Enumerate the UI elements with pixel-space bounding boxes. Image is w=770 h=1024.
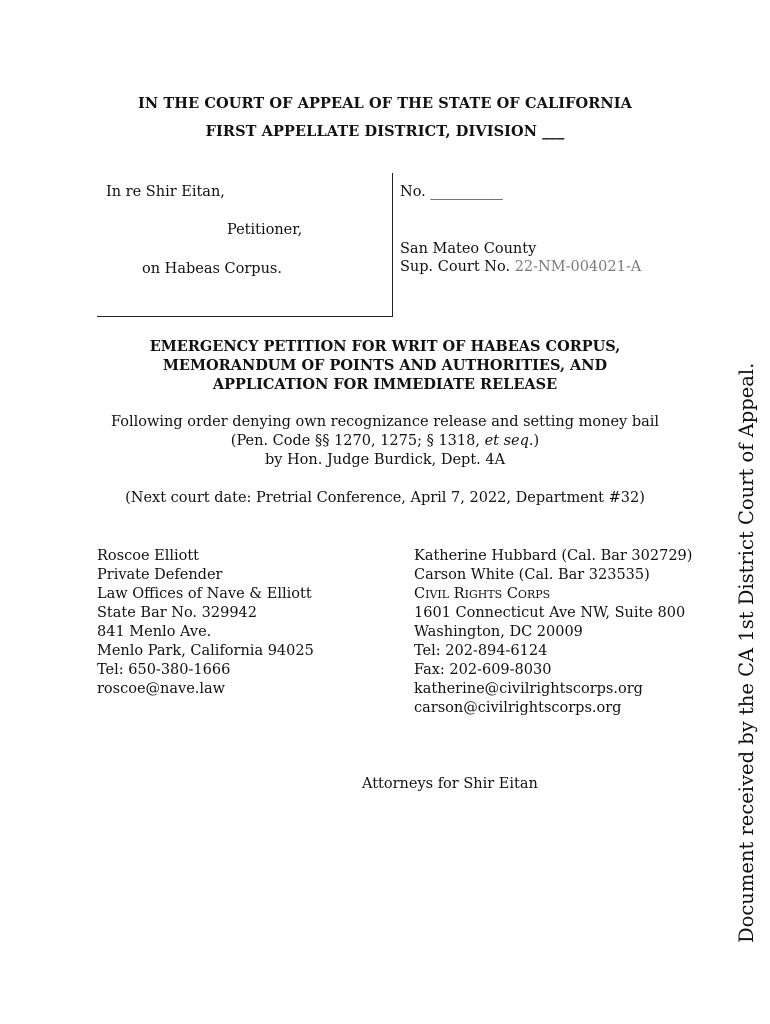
- document-title-line-2: MEMORANDUM OF POINTS AND AUTHORITIES, AND: [162, 357, 608, 374]
- attorney-left-line: State Bar No. 329942: [97, 605, 257, 621]
- caption-horizontal-divider: [97, 316, 393, 317]
- attorney-left-line: Tel: 650-380-1666: [97, 662, 231, 678]
- superior-court-number-value: 22-NM-004021-A: [514, 259, 642, 275]
- subtitle-line-1: Following order denying own recognizance release and setting money bail: [110, 414, 660, 430]
- attorney-left-line: Law Offices of Nave & Elliott: [97, 586, 312, 602]
- court-name-line: IN THE COURT OF APPEAL OF THE STATE OF CALIFORNIA: [138, 95, 632, 112]
- attorney-right-line: Katherine Hubbard (Cal. Bar 302729): [414, 548, 693, 564]
- document-title-line-1: EMERGENCY PETITION FOR WRIT OF HABEAS CORPUS,: [149, 338, 621, 355]
- attorneys-for: Attorneys for Shir Eitan: [362, 776, 538, 792]
- attorney-right-line: 1601 Connecticut Ave NW, Suite 800: [414, 605, 686, 621]
- attorney-block-right: [414, 547, 692, 718]
- organization-name: CIVIL RIGHTS CORPS: [414, 586, 551, 602]
- receipt-stamp: Document received by the CA 1st District Court of Appeal.: [735, 362, 758, 943]
- superior-court-label: Sup. Court No.: [400, 259, 515, 275]
- subtitle-close-paren: ): [533, 433, 540, 449]
- attorney-left-line: Menlo Park, California 94025: [97, 643, 314, 659]
- attorney-block-left: [97, 547, 314, 699]
- subtitle-line-3: by Hon. Judge Burdick, Dept. 4A: [264, 452, 506, 468]
- attorney-right-line: Washington, DC 20009: [414, 624, 583, 640]
- caption-petitioner: Petitioner,: [227, 222, 303, 238]
- subtitle-et-seq: et seq.: [484, 433, 534, 449]
- subtitle-line-2: [0, 432, 770, 451]
- attorney-right-email: carson@civilrightscorps.org: [414, 700, 622, 716]
- attorney-right-line: Tel: 202-894-6124: [414, 643, 548, 659]
- county-name: San Mateo County: [400, 241, 537, 257]
- case-number: No. __________: [400, 184, 503, 200]
- superior-court-number: [400, 259, 641, 275]
- attorney-right-line: Fax: 202-609-8030: [414, 662, 552, 678]
- document-title-line-3: APPLICATION FOR IMMEDIATE RELEASE: [212, 376, 558, 393]
- caption-habeas: on Habeas Corpus.: [142, 261, 282, 277]
- attorney-right-email: katherine@civilrightscorps.org: [414, 681, 643, 697]
- caption-vertical-divider: [392, 173, 393, 317]
- attorney-left-line: Roscoe Elliott: [97, 548, 200, 564]
- attorney-left-line: 841 Menlo Ave.: [97, 624, 212, 640]
- caption-in-re: In re Shir Eitan,: [106, 184, 225, 200]
- attorney-left-email: roscoe@nave.law: [97, 681, 226, 697]
- court-division-line: FIRST APPELLATE DISTRICT, DIVISION ___: [205, 123, 565, 140]
- subtitle-code-citation: (Pen. Code §§ 1270, 1275; § 1318,: [230, 433, 485, 449]
- attorney-left-line: Private Defender: [97, 567, 223, 583]
- next-court-date: (Next court date: Pretrial Conference, April 7, 2022, Department #32): [125, 490, 645, 506]
- attorney-right-line: Carson White (Cal. Bar 323535): [414, 567, 650, 583]
